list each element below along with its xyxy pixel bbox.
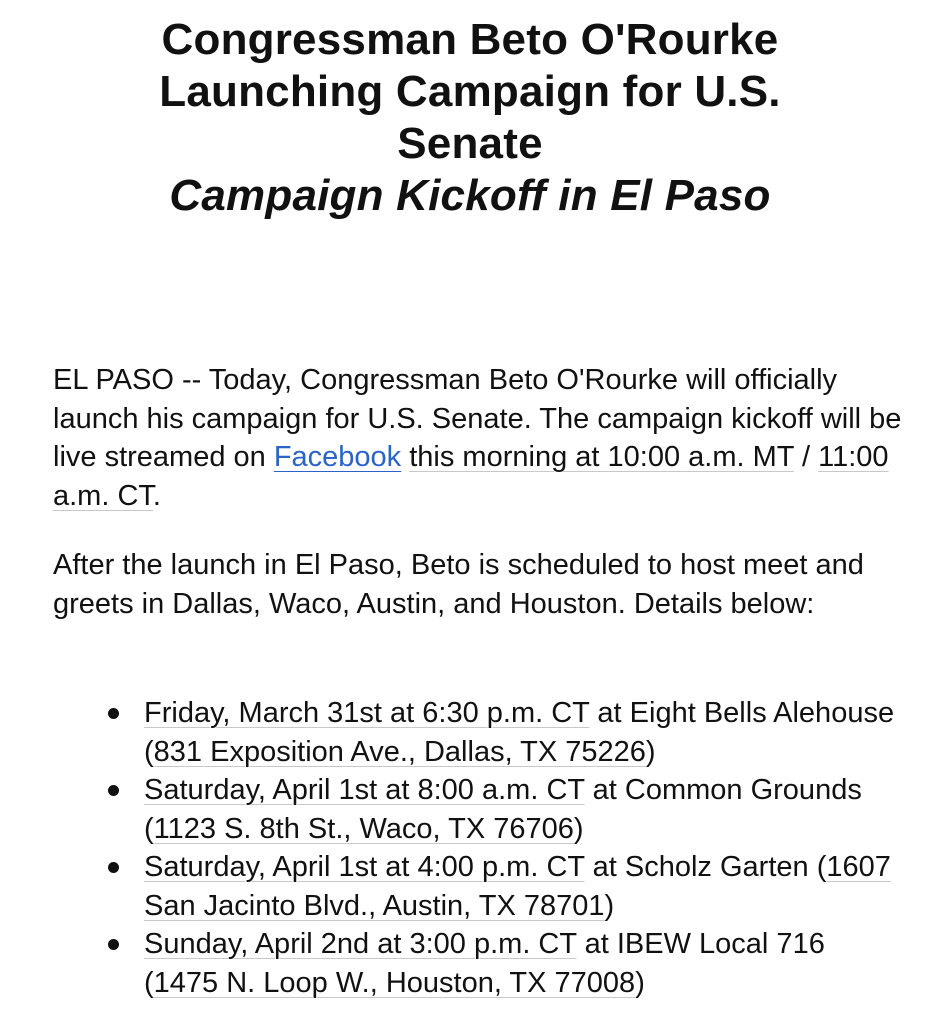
headline-line-2: Launching Campaign for U.S. [159,67,781,116]
event-close: ) [573,812,584,845]
event-address[interactable]: 1123 S. 8th St., Waco, TX 76706 [153,812,574,845]
event-venue: at Scholz Garten ( [584,851,827,883]
event-item [144,925,904,1002]
headline [40,14,900,222]
event-item [144,771,904,848]
event-datetime[interactable]: Sunday, April 2nd at 3:00 p.m. CT [144,928,577,960]
event-venue: at Common Grounds ( [144,774,862,845]
bullet-icon [108,708,119,719]
bullet-icon [108,862,119,873]
time-ct-link[interactable]: 11:00 a.m. CT [53,441,889,512]
bullet-icon [108,785,119,796]
event-item [144,848,904,925]
event-address[interactable]: 1475 N. Loop W., Houston, TX 77008 [153,966,636,999]
event-venue: at Eight Bells Alehouse ( [144,697,895,768]
facebook-link[interactable]: Facebook [273,441,402,473]
event-item [144,694,904,771]
intro-text: EL PASO -- Today, Congressman Beto O'Rourke will officially launch his campaign for U.S. Senate. The campaign kickoff will be live streamed on [53,364,902,473]
bullet-icon [108,939,119,950]
event-close: ) [645,735,656,768]
event-list [144,694,904,1002]
event-address[interactable]: 831 Exposition Ave., Dallas, TX 75226 [153,735,646,768]
event-datetime[interactable]: Saturday, April 1st at 8:00 a.m. CT [144,774,585,806]
event-close: ) [604,889,615,922]
intro-paragraph [53,361,913,515]
schedule-paragraph: After the launch in El Paso, Beto is scheduled to host meet and greets in Dallas, Waco, Austin, and Houston. Details below: [53,549,864,620]
event-close: ) [635,966,645,999]
headline-subtitle: Campaign Kickoff in El Paso [169,171,771,220]
event-datetime[interactable]: Friday, March 31st at 6:30 p.m. CT [144,697,590,729]
time-mt-link[interactable]: this morning at 10:00 a.m. MT [409,441,794,473]
headline-line-3: Senate [397,119,543,168]
event-address[interactable]: 1607 San Jacinto Blvd., Austin, TX 78701 [144,851,891,922]
time-separator: / [793,441,819,473]
headline-line-1: Congressman Beto O'Rourke [161,15,779,64]
intro-period: . [152,479,161,512]
event-datetime[interactable]: Saturday, April 1st at 4:00 p.m. CT [144,851,585,883]
event-venue: at IBEW Local 716 ( [144,928,825,999]
